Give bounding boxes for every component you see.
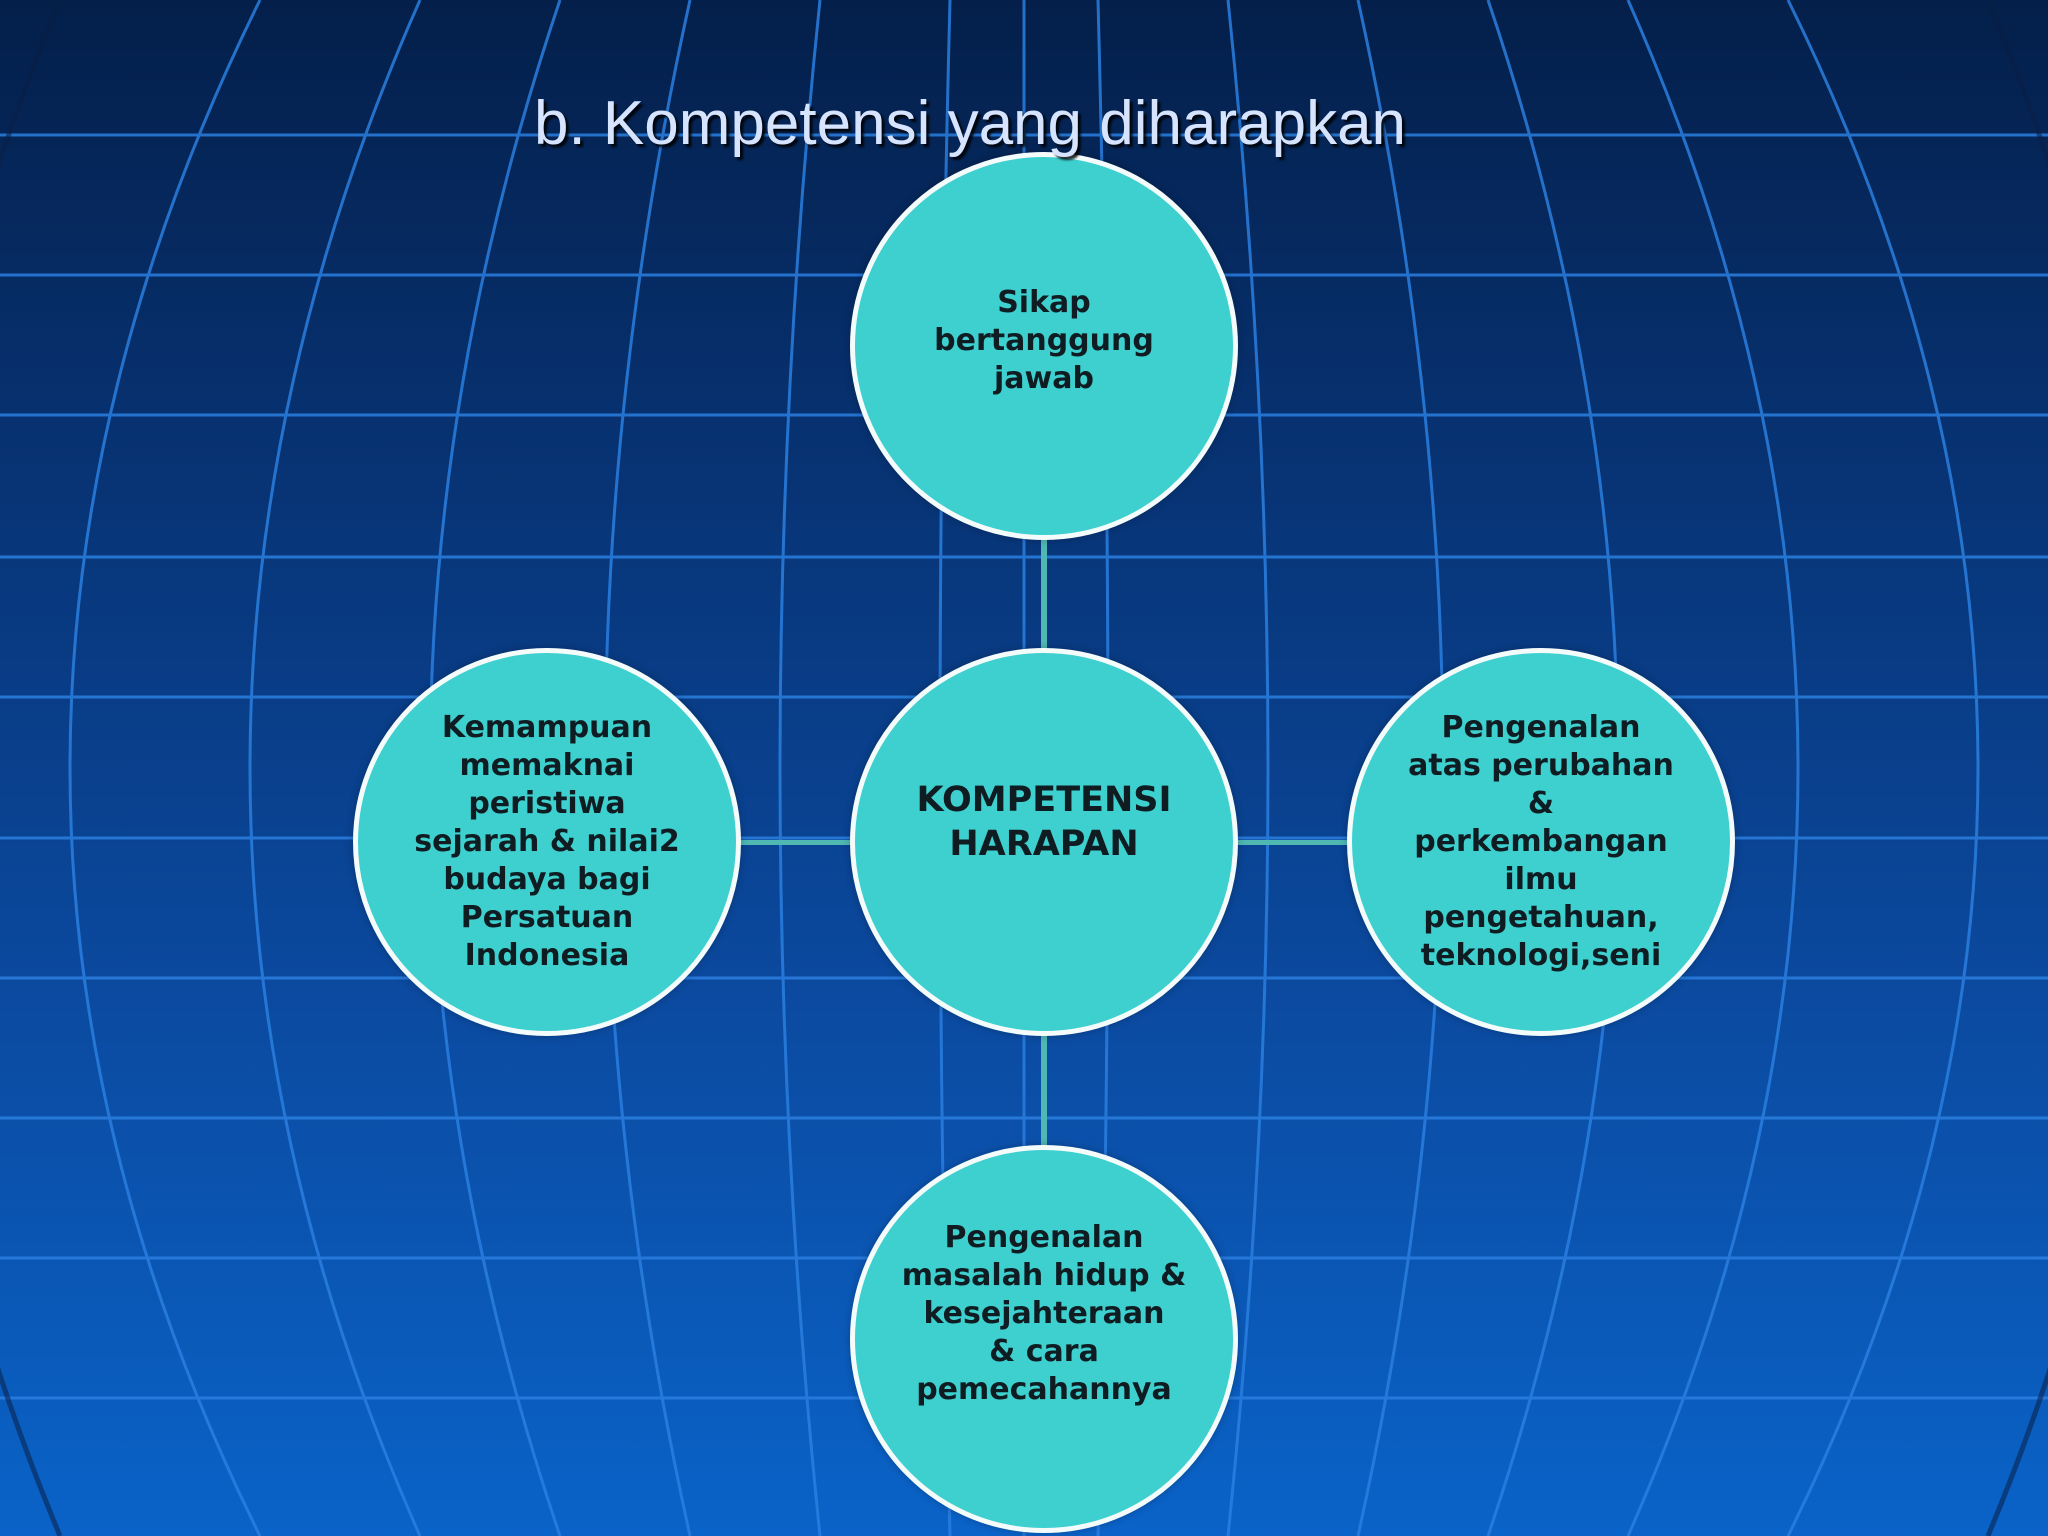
connector-left (735, 840, 855, 845)
node-left-label: Kemampuan memaknai peristiwa sejarah & nilai2 budaya bagi Persatuan Indonesia (414, 710, 680, 973)
node-bottom-label: Pengenalan masalah hidup & kesejahteraan & cara pemecahannya (901, 1220, 1187, 1407)
connector-bottom (1041, 1025, 1047, 1155)
connector-right (1233, 840, 1353, 845)
node-left (353, 648, 741, 1036)
node-center-label: KOMPETENSI HARAPAN (916, 780, 1172, 864)
node-right-label: Pengenalan atas perubahan & perkembangan ilmu pengetahuan, teknologi,seni (1408, 710, 1674, 973)
node-bottom (850, 1145, 1238, 1533)
node-top (850, 152, 1238, 540)
node-top-label: Sikap bertanggung jawab (934, 285, 1154, 396)
connector-top (1041, 530, 1047, 660)
node-right (1347, 648, 1735, 1036)
node-center (850, 648, 1238, 1036)
slide-title: b. Kompetensi yang diharapkan (534, 89, 1407, 158)
